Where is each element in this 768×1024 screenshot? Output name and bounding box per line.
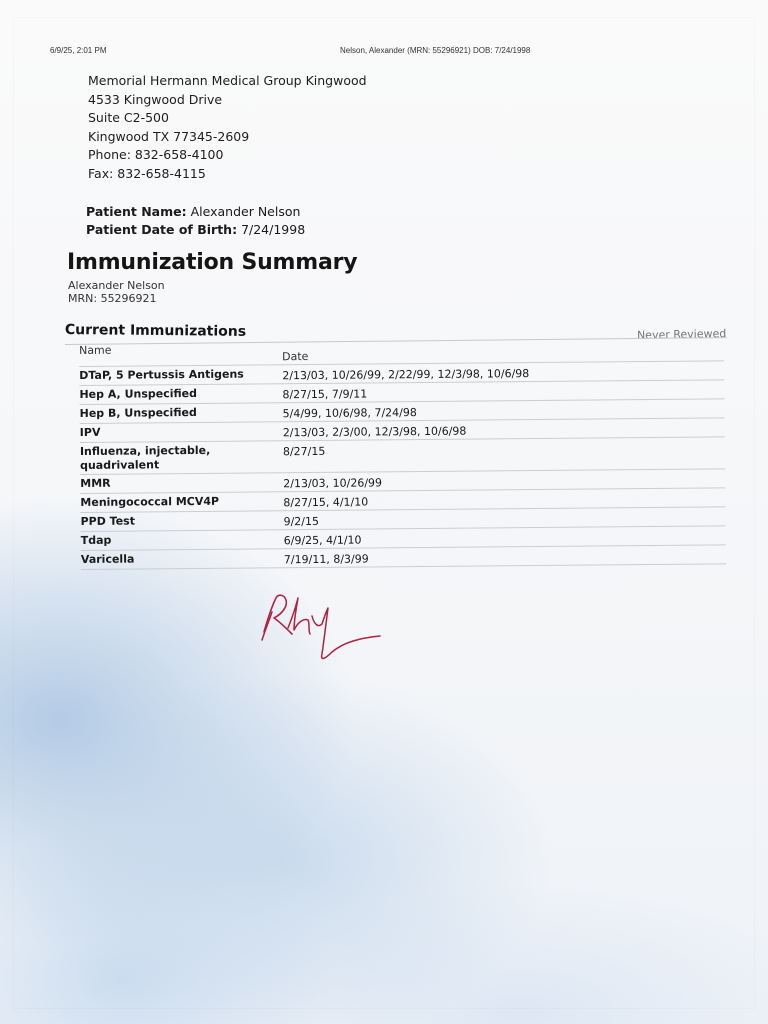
clinic-city-state-zip: Kingwood TX 77345-2609 <box>88 128 250 144</box>
handwritten-signature <box>252 588 392 668</box>
vaccine-name: Hep A, Unspecified <box>79 386 198 401</box>
patient-info <box>86 203 305 239</box>
clinic-address-block <box>88 72 367 183</box>
clinic-address-line1: 4533 Kingwood Drive <box>88 91 223 107</box>
vaccine-dates: 2/13/03, 2/3/00, 12/3/98, 10/6/98 <box>282 424 467 440</box>
vaccine-name: Hep B, Unspecified <box>79 405 197 420</box>
patient-name-line <box>86 203 305 221</box>
clinic-name: Memorial Hermann Medical Group Kingwood <box>88 73 367 88</box>
vaccine-name: Tdap <box>80 533 112 547</box>
patient-name-label: Patient Name: <box>86 204 187 219</box>
vaccine-name: DTaP, 5 Pertussis Antigens <box>79 367 244 382</box>
vaccine-dates: 9/2/15 <box>283 514 320 529</box>
table-body <box>79 361 726 570</box>
vaccine-dates: 8/27/15 <box>282 444 326 459</box>
signature-stroke-y <box>312 608 380 658</box>
print-timestamp: 6/9/25, 2:01 PM <box>50 46 107 55</box>
vaccine-name: Varicella <box>80 552 135 566</box>
vaccine-dates: 8/27/15, 4/1/10 <box>283 495 369 510</box>
section-title-current-immunizations: Current Immunizations <box>64 322 247 340</box>
print-patient-id: Nelson, Alexander (MRN: 55296921) DOB: 7/24/1998 <box>340 46 531 55</box>
vaccine-name: IPV <box>79 425 101 439</box>
vaccine-dates: 2/13/03, 10/26/99 <box>283 476 383 491</box>
clinic-phone: Phone: 832-658-4100 <box>88 147 224 162</box>
summary-mrn: MRN: 55296921 <box>68 292 157 305</box>
summary-patient-block <box>68 279 165 305</box>
vaccine-dates: 5/4/99, 10/6/98, 7/24/98 <box>282 406 417 421</box>
page-title: Immunization Summary <box>67 250 358 275</box>
vaccine-name: MMR <box>80 476 111 490</box>
immunization-table <box>79 338 726 570</box>
column-header-date: Date <box>282 349 309 364</box>
vaccine-dates: 7/19/11, 8/3/99 <box>283 552 369 567</box>
vaccine-name: PPD Test <box>80 514 136 528</box>
print-header <box>50 46 578 55</box>
clinic-address-line2: Suite C2-500 <box>88 110 169 125</box>
patient-dob-value: 7/24/1998 <box>241 222 306 237</box>
vaccine-dates: 8/27/15, 7/9/11 <box>282 387 368 402</box>
patient-dob-line <box>86 221 305 239</box>
vaccine-name: Influenza, injectable, quadrivalent <box>79 443 211 472</box>
column-header-name: Name <box>79 343 112 357</box>
summary-patient-name: Alexander Nelson <box>68 279 165 292</box>
review-status: Never Reviewed <box>636 327 727 342</box>
patient-name-value: Alexander Nelson <box>190 204 301 219</box>
vaccine-dates: 2/13/03, 10/26/99, 2/22/99, 12/3/98, 10/6/98 <box>282 367 530 383</box>
vaccine-name: Meningococcal MCV4P <box>80 494 220 509</box>
patient-dob-label: Patient Date of Birth: <box>86 222 238 237</box>
vaccine-dates: 6/9/25, 4/1/10 <box>283 533 362 548</box>
clinic-fax: Fax: 832-658-4115 <box>88 165 206 181</box>
